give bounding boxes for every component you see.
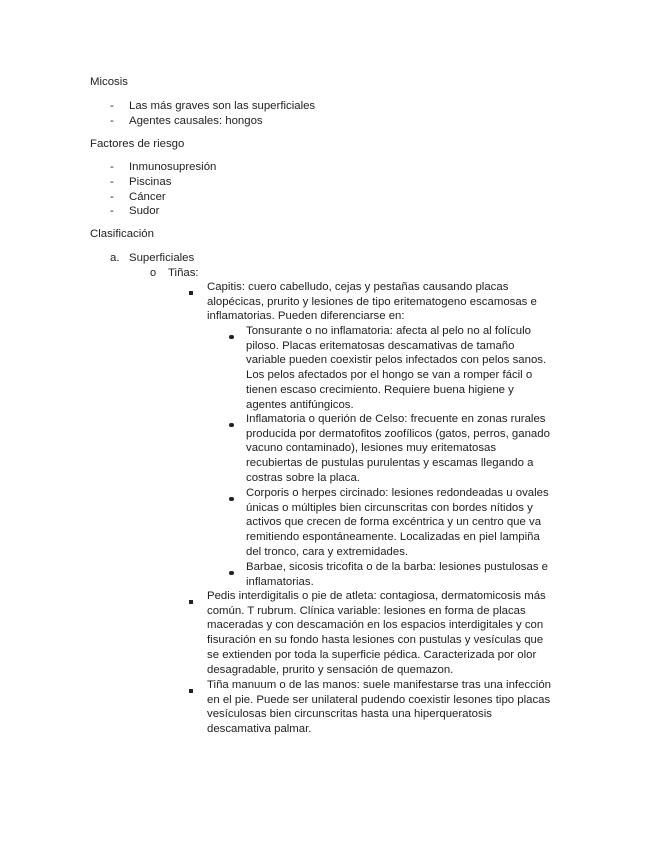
dash-marker: - bbox=[110, 176, 114, 188]
list-item-text: Agentes causales: hongos bbox=[129, 115, 263, 127]
text-line: se extienden por toda la superficie pédica. Caracterizada por olor bbox=[207, 648, 537, 661]
text-line: maceradas y con descamación en los espacios interdigitales y con bbox=[207, 619, 544, 632]
heading-factores: Factores de riesgo bbox=[90, 138, 185, 150]
dot-bullet bbox=[229, 330, 234, 342]
text-line: alopécicas, prurito y lesiones de tipo eritematogeno escamosas e bbox=[207, 295, 537, 308]
text-line: fisuración en su fondo hasta lesiones con pustulas y vesículas que bbox=[207, 634, 544, 647]
superficiales-label: Superficiales bbox=[129, 252, 195, 264]
text-line: inflamatorias. Pueden diferenciarse en: bbox=[207, 310, 405, 323]
dash-marker: - bbox=[110, 161, 114, 173]
corporis-paragraph bbox=[246, 486, 566, 560]
text-line: Capitis: cuero cabelludo, cejas y pestañas causando placas bbox=[207, 281, 509, 293]
text-line: Corporis o herpes circinado: lesiones redondeadas u ovales bbox=[246, 487, 549, 499]
inflamatoria-paragraph bbox=[246, 412, 566, 486]
text-line: tienen escaso crecimiento. Requiere buena higiene y bbox=[246, 383, 514, 396]
dot-bullet bbox=[229, 492, 234, 504]
heading-clasificacion: Clasificación bbox=[90, 228, 154, 240]
text-line: costras sobre la placa. bbox=[246, 471, 360, 484]
text-line: variable pueden coexistir pelos infectados con pelos sanos. bbox=[246, 354, 547, 367]
text-line: únicas o múltiples bien circunscritas con bordes nítidos y bbox=[246, 501, 533, 514]
text-line: Los pelos afectados por el hongo se van a romper fácil o bbox=[246, 369, 533, 382]
manuum-paragraph bbox=[207, 678, 567, 737]
square-bullet bbox=[189, 286, 193, 298]
text-line: Pedis interdigitalis o pie de atleta: contagiosa, dermatomicosis más bbox=[207, 590, 546, 602]
pedis-paragraph bbox=[207, 589, 567, 677]
square-bullet bbox=[189, 684, 193, 696]
text-line: vesículosas bien circunscritas hasta una hiperqueratosis bbox=[207, 708, 492, 721]
alpha-marker: a. bbox=[110, 252, 120, 264]
circle-marker: o bbox=[150, 267, 157, 279]
text-line: Inflamatoria o querión de Celso: frecuente en zonas rurales bbox=[246, 413, 546, 425]
text-line: agentes antifúngicos. bbox=[246, 398, 354, 411]
text-line: en el pie. Puede ser unilateral pudendo coexistir lesones tipo placas bbox=[207, 693, 551, 706]
dash-marker: - bbox=[110, 115, 114, 127]
text-line: descamativa palmar. bbox=[207, 723, 312, 736]
list-item-text: Piscinas bbox=[129, 176, 172, 188]
dash-marker: - bbox=[110, 191, 114, 203]
heading-micosis: Micosis bbox=[90, 76, 128, 88]
dot-bullet bbox=[229, 566, 234, 578]
text-line: recubiertas de pustulas purulentas y escamas llegando a bbox=[246, 457, 534, 470]
tinas-label: Tiñas: bbox=[168, 267, 199, 279]
list-item-text: Inmunosupresión bbox=[129, 161, 217, 173]
capitis-paragraph bbox=[207, 280, 567, 324]
text-line: Tonsurante o no inflamatoria: afecta al pelo no al folículo bbox=[246, 325, 531, 337]
list-item-text: Cáncer bbox=[129, 191, 166, 203]
dot-bullet bbox=[229, 418, 234, 430]
text-line: inflamatorias. bbox=[246, 575, 314, 588]
text-line: remitiendo espontáneamente. Localizadas en piel lampiña bbox=[246, 531, 540, 544]
tonsurante-paragraph bbox=[246, 324, 566, 412]
text-line: vacuno contaminado), lesiones muy eritematosas bbox=[246, 442, 497, 455]
list-item-text: Sudor bbox=[129, 205, 160, 217]
text-line: activos que crecen de forma excéntrica y un centro que va bbox=[246, 516, 542, 529]
dash-marker: - bbox=[110, 205, 114, 217]
text-line: común. T rubrum. Clínica variable: lesiones en forma de placas bbox=[207, 604, 526, 617]
text-line: Barbae, sicosis tricofita o de la barba: lesiones pustulosas e bbox=[246, 561, 549, 573]
text-line: piloso. Placas eritematosas descamativas de tamaño bbox=[246, 339, 515, 352]
text-line: Tiña manuum o de las manos: suele manifestarse tras una infección bbox=[207, 679, 552, 691]
text-line: desagradable, prurito y sensación de quemazon. bbox=[207, 663, 454, 676]
text-line: del tronco, cara y extremidades. bbox=[246, 545, 409, 558]
dash-marker: - bbox=[110, 100, 114, 112]
text-line: producida por dermatofitos zoofílicos (gatos, perros, ganado bbox=[246, 427, 550, 440]
barbae-paragraph bbox=[246, 560, 566, 589]
square-bullet bbox=[189, 595, 193, 607]
list-item-text: Las más graves son las superficiales bbox=[129, 100, 316, 112]
